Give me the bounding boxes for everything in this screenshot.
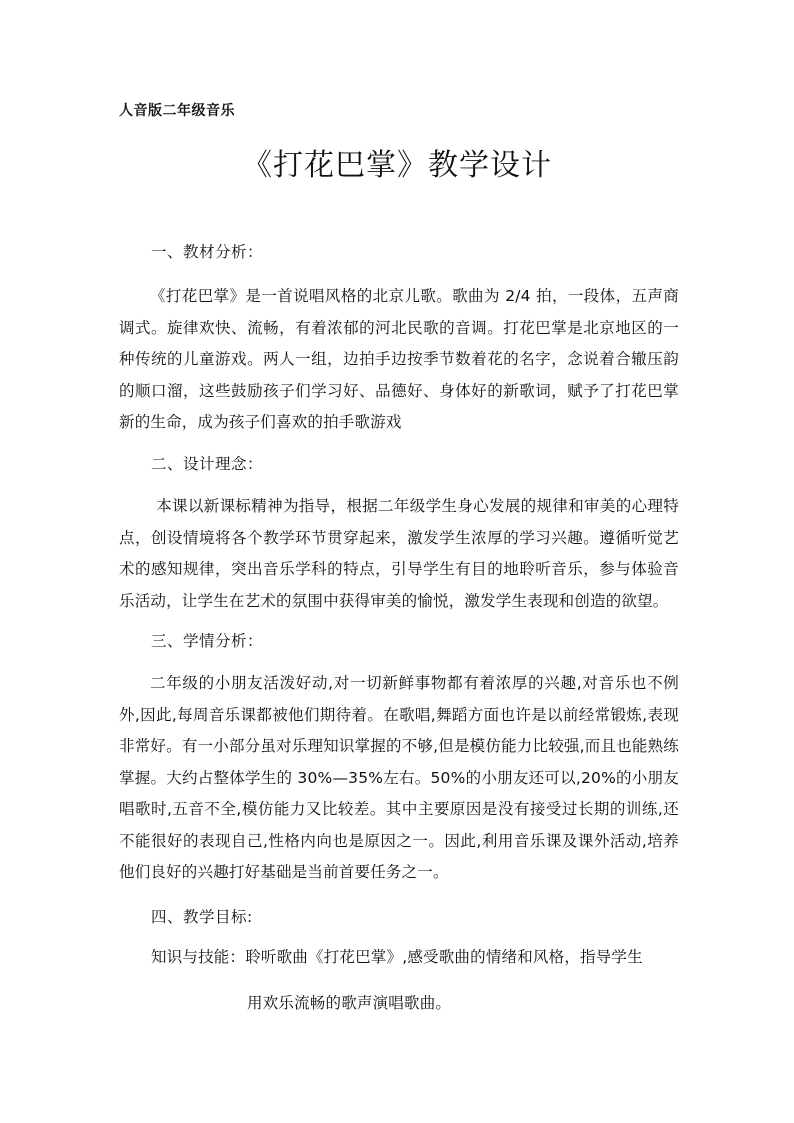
section-body-students: 二年级的小朋友活泼好动,对一切新鲜事物都有着浓厚的兴趣,对音乐也不例外,因此,每周音乐课都被他们期待着。在歌唱,舞蹈方面也许是以前经常锻炼,表现非常好。有一小部分虽对乐理知识掌握的不够,但是模仿能力比较强,而且也能熟练掌握。大约占整体学生的 30%—35%左右。50%的小朋友还可以,20%的小朋友唱歌时,五音不全,模仿能力又比较差。其中主要原因是没有接受过长期的训练,还不能很好的表现自己,性格内向也是原因之一。因此,利用音乐课及课外活动,培养他们良好的兴趣打好基础是当前首要任务之一。 xyxy=(119,674,679,881)
section-heading-students: 三、学情分析： xyxy=(151,632,264,650)
document-header-tag: 人音版二年级音乐 xyxy=(119,103,235,119)
objective-line-continued: 用欢乐流畅的歌声演唱歌曲。 xyxy=(247,994,452,1012)
section-heading-objectives: 四、教学目标: xyxy=(151,908,253,926)
objective-line: 知识与技能：聆听歌曲《打花巴掌》,感受歌曲的情绪和风格，指导学生 xyxy=(151,948,643,966)
document-title: 《打花巴掌》教学设计 xyxy=(242,148,552,183)
section-body-design: 本课以新课标精神为指导，根据二年级学生身心发展的规律和审美的心理特点，创设情境将各个教学环节贯穿起来，激发学生浓厚的学习兴趣。遵循听觉艺术的感知规律，突出音乐学科的特点，引导学生有目的地聆听音乐，参与体验音乐活动，让学生在艺术的氛围中获得审美的愉悦，激发学生表现和创造的欲望。 xyxy=(119,497,679,610)
section-body-materials: 《打花巴掌》是一首说唱风格的北京儿歌。歌曲为 2/4 拍，一段体，五声商调式。旋律欢快、流畅，有着浓郁的河北民歌的音调。打花巴掌是北京地区的一种传统的儿童游戏。两人一组，边拍手边按季节数着花的名字，念说着合辙压韵的顺口溜，这些鼓励孩子们学习好、品德好、身体好的新歌词，赋予了打花巴掌新的生命，成为孩子们喜欢的拍手歌游戏 xyxy=(119,287,679,431)
section-heading-design: 二、设计理念： xyxy=(151,455,264,473)
section-heading-materials: 一、教材分析： xyxy=(151,243,264,261)
